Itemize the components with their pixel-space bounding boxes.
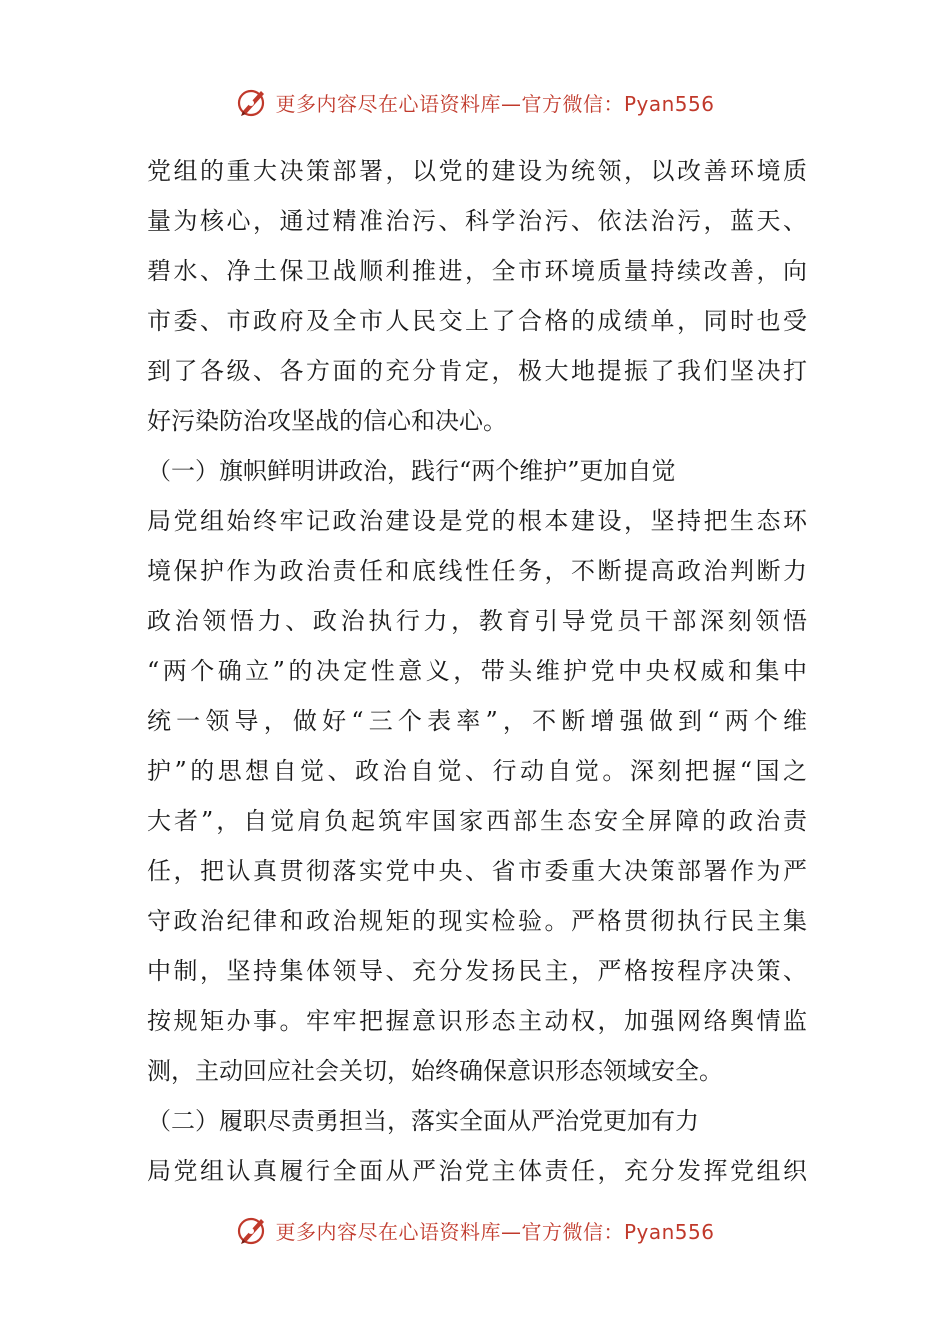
text-line: 局党组始终牢记政治建设是党的根本建设，坚持把生态环 xyxy=(147,507,807,535)
text-line: 好污染防治攻坚战的信心和决心。 xyxy=(147,407,507,435)
text-line: 护”的思想自觉、政治自觉、行动自觉。深刻把握“国之 xyxy=(147,757,807,785)
pen-circle-logo-icon xyxy=(235,1213,269,1247)
section-heading: （二）履职尽责勇担当，落实全面从严治党更加有力 xyxy=(147,1107,699,1135)
pen-circle-logo-icon xyxy=(235,85,269,119)
text-line: 政治领悟力、政治执行力，教育引导党员干部深刻领悟 xyxy=(147,607,807,635)
text-line: 量为核心，通过精准治污、科学治污、依法治污，蓝天、 xyxy=(147,207,807,235)
text-line: 守政治纪律和政治规矩的现实检验。严格贯彻执行民主集 xyxy=(147,907,807,935)
text-line: 中制，坚持集体领导、充分发扬民主，严格按程序决策、 xyxy=(147,957,807,985)
watermark-text: 更多内容尽在心语资料库—官方微信：Pyan556 xyxy=(275,1219,715,1244)
text-line: 碧水、净土保卫战顺利推进，全市环境质量持续改善，向 xyxy=(147,257,807,285)
text-line: 到了各级、各方面的充分肯定，极大地提振了我们坚决打 xyxy=(147,357,807,385)
text-line: 大者”，自觉肩负起筑牢国家西部生态安全屏障的政治责 xyxy=(147,807,807,835)
text-line: 局党组认真履行全面从严治党主体责任，充分发挥党组织 xyxy=(147,1157,807,1185)
watermark-banner-bottom xyxy=(0,1210,950,1250)
text-line: 党组的重大决策部署，以党的建设为统领，以改善环境质 xyxy=(147,157,807,185)
text-line: 按规矩办事。牢牢把握意识形态主动权，加强网络舆情监 xyxy=(147,1007,807,1035)
text-line: 任，把认真贯彻落实党中央、省市委重大决策部署作为严 xyxy=(147,857,807,885)
watermark-banner-top xyxy=(0,82,950,122)
text-line: 境保护作为政治责任和底线性任务，不断提高政治判断力 xyxy=(147,557,807,585)
text-line: 测，主动回应社会关切，始终确保意识形态领域安全。 xyxy=(147,1057,723,1085)
text-line: “两个确立”的决定性意义，带头维护党中央权威和集中 xyxy=(147,657,807,685)
text-line: 统一领导，做好“三个表率”，不断增强做到“两个维 xyxy=(147,707,807,735)
document-body xyxy=(147,146,807,1196)
section-heading: （一）旗帜鲜明讲政治，践行“两个维护”更加自觉 xyxy=(147,457,676,485)
watermark-text: 更多内容尽在心语资料库—官方微信：Pyan556 xyxy=(275,91,715,116)
text-line: 市委、市政府及全市人民交上了合格的成绩单，同时也受 xyxy=(147,307,807,335)
